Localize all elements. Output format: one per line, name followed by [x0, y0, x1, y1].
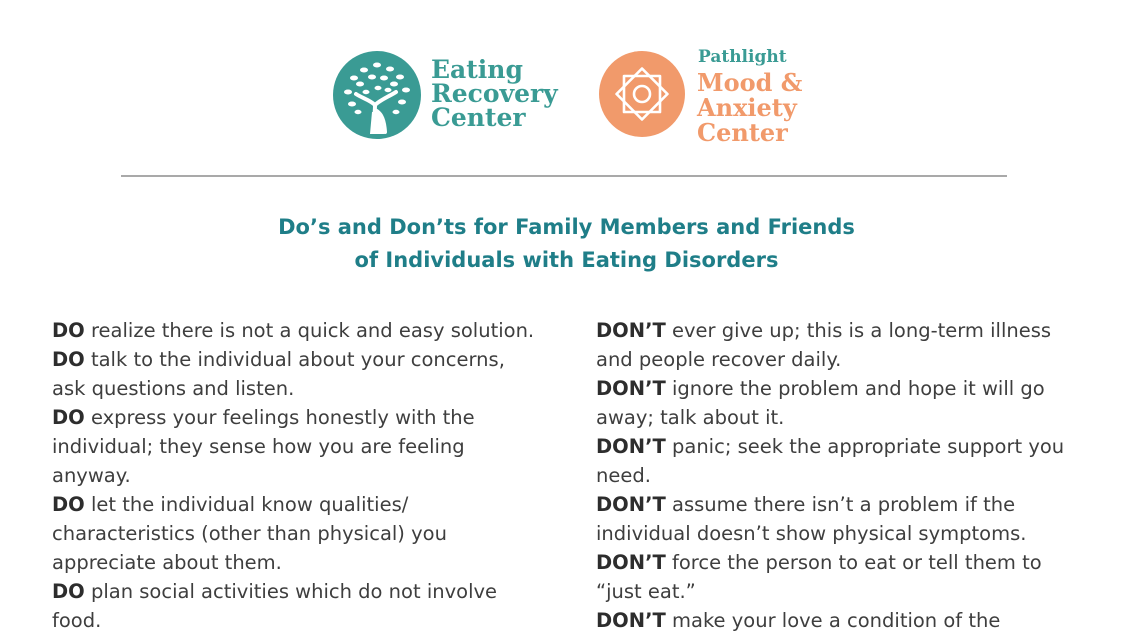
- donts-column: [596, 316, 1116, 635]
- title-line: of Individuals with Eating Disorders: [354, 248, 779, 272]
- pathlight-logo-text: [697, 70, 802, 145]
- header-divider: [121, 175, 1007, 177]
- erc-logo-text: [431, 55, 558, 132]
- dont-keyword: DON’T: [596, 377, 666, 400]
- dont-keyword: DON’T: [596, 493, 666, 516]
- dont-text: and people recover daily.: [596, 348, 842, 371]
- page-title: [0, 211, 1133, 277]
- do-text: anyway.: [52, 464, 131, 487]
- dont-item: [596, 548, 1116, 606]
- dont-text: need.: [596, 464, 651, 487]
- do-text: realize there is not a quick and easy solution.: [84, 319, 535, 342]
- dont-text: force the person to eat or tell them to: [665, 551, 1042, 574]
- dont-keyword: DON’T: [596, 609, 666, 632]
- do-item: [52, 345, 552, 403]
- do-item: [52, 577, 552, 635]
- dont-keyword: DON’T: [596, 551, 666, 574]
- do-text: individual; they sense how you are feeling: [52, 435, 465, 458]
- do-item: [52, 490, 552, 577]
- dont-text: ever give up; this is a long-term illness: [665, 319, 1052, 342]
- dont-text: “just eat.”: [596, 580, 696, 603]
- dont-text: panic; seek the appropriate support you: [665, 435, 1065, 458]
- title-line: Do’s and Don’ts for Family Members and Friends: [278, 215, 855, 239]
- pathlight-logo-top: Pathlight: [698, 47, 787, 67]
- do-text: food.: [52, 609, 102, 632]
- dont-text: individual doesn’t show physical symptoms.: [596, 522, 1027, 545]
- pathlight-logo-line: Mood &: [697, 68, 803, 97]
- erc-logo-line: Center: [431, 103, 526, 132]
- dont-text: ignore the problem and hope it will go: [665, 377, 1045, 400]
- dont-text: away; talk about it.: [596, 406, 785, 429]
- erc-logo-line: Recovery: [431, 79, 558, 108]
- do-text: ask questions and listen.: [52, 377, 295, 400]
- do-item: [52, 316, 552, 345]
- dont-item: [596, 432, 1116, 490]
- do-keyword: DO: [52, 406, 85, 429]
- dont-item: [596, 374, 1116, 432]
- dos-column: [52, 316, 552, 635]
- pathlight-logo-line: Anxiety: [697, 93, 797, 122]
- pathlight-logo-line: Center: [697, 118, 788, 147]
- do-text: characteristics (other than physical) you: [52, 522, 447, 545]
- do-item: [52, 403, 552, 490]
- erc-logo-line: Eating: [431, 55, 523, 84]
- do-text: talk to the individual about your concerns,: [84, 348, 505, 371]
- dont-text: assume there isn’t a problem if the: [665, 493, 1016, 516]
- do-text: appreciate about them.: [52, 551, 282, 574]
- do-keyword: DO: [52, 348, 85, 371]
- dont-text: make your love a condition of the: [665, 609, 1001, 632]
- pathlight-star-logo-icon: [598, 50, 686, 138]
- dont-item: [596, 490, 1116, 548]
- dont-keyword: DON’T: [596, 319, 666, 342]
- dont-item: [596, 606, 1116, 635]
- dont-keyword: DON’T: [596, 435, 666, 458]
- do-text: plan social activities which do not involve: [84, 580, 498, 603]
- do-text: let the individual know qualities/: [84, 493, 409, 516]
- do-text: express your feelings honestly with the: [84, 406, 475, 429]
- tree-logo-icon: [332, 50, 422, 140]
- do-keyword: DO: [52, 580, 85, 603]
- do-keyword: DO: [52, 493, 85, 516]
- do-keyword: DO: [52, 319, 85, 342]
- dont-item: [596, 316, 1116, 374]
- logo-header: [0, 0, 1133, 170]
